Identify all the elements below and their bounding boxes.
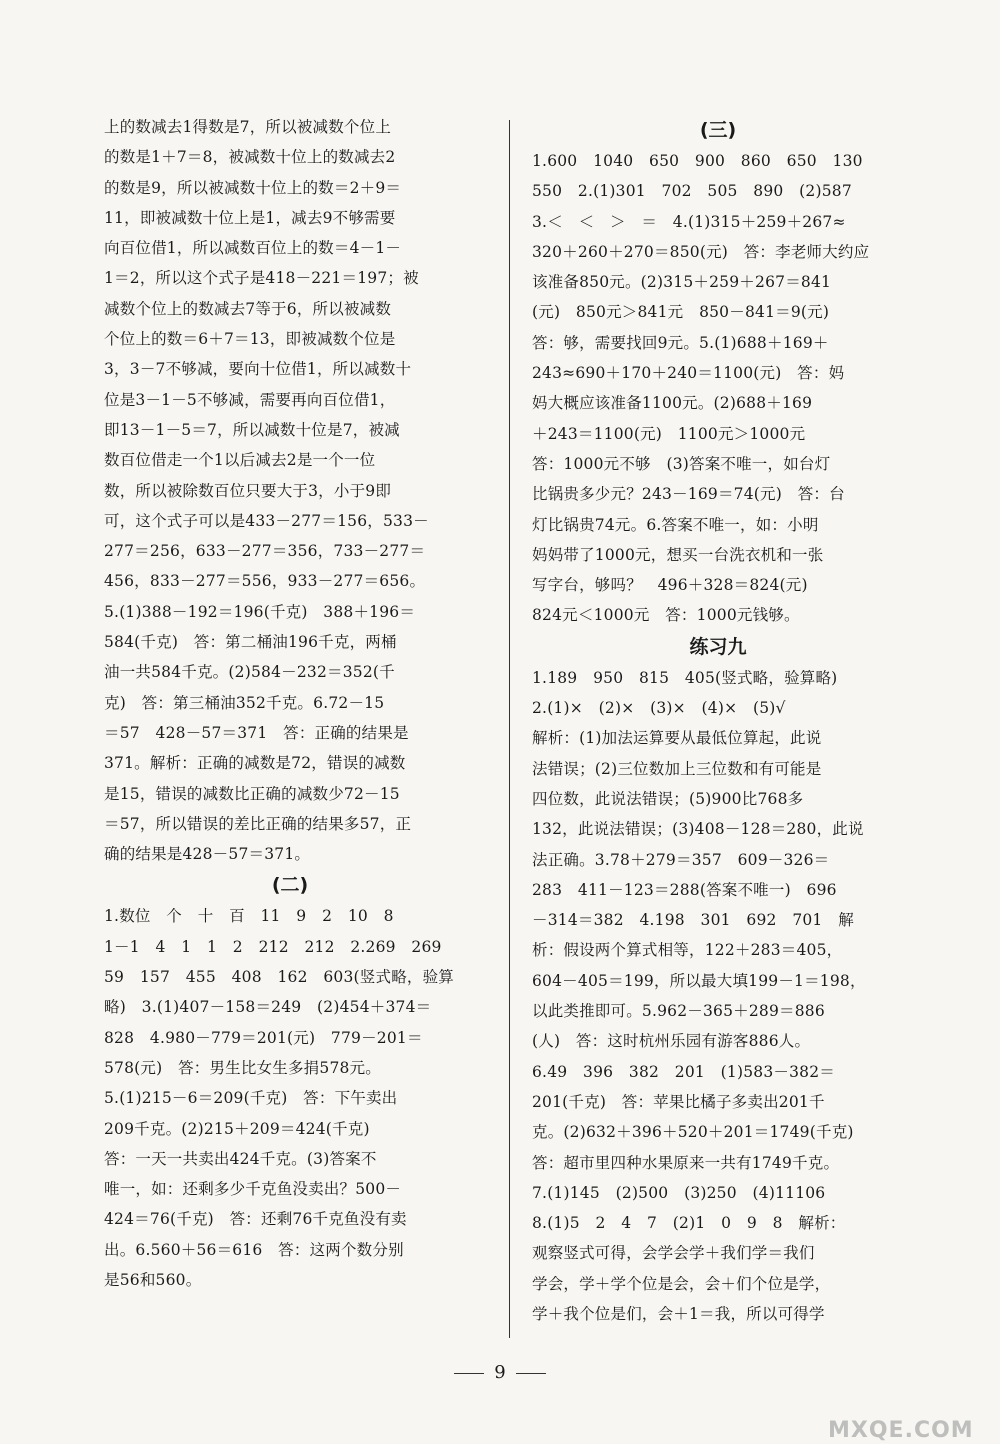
text-line: 5.(1)388－192＝196(千克) 388＋196＝: [104, 602, 416, 621]
right-column: [532, 114, 904, 1329]
text-line: 答：够，需要找回9元。5.(1)688＋169＋: [532, 333, 829, 352]
text-line: 油一共584千克。(2)584－232＝352(千: [104, 663, 395, 682]
text-line: 解析：(1)加法运算要从最低位算起，此说: [532, 729, 822, 748]
text-line: 8.(1)5 2 4 7 (2)1 0 9 8 解析：: [532, 1214, 846, 1233]
section-heading-2: (二): [271, 874, 309, 897]
text-line: 132，此说法错误；(3)408－128＝280，此说: [532, 820, 864, 839]
left-column: [104, 112, 476, 1295]
text-line: 584(千克) 答：第二桶油196千克，两桶: [104, 633, 397, 652]
text-line: 550 2.(1)301 702 505 890 (2)587: [532, 182, 852, 201]
text-line: 1.数位 个 十 百 11 9 2 10 8: [104, 907, 394, 926]
text-line: 578(元) 答：男生比女生多捐578元。: [104, 1058, 381, 1077]
text-line: 克。(2)632＋396＋520＋201＝1749(千克): [532, 1123, 854, 1142]
text-line: 比锅贵多少元？243－169＝74(元) 答：台: [532, 485, 845, 504]
text-line: ＋243＝1100(元) 1100元＞1000元: [532, 424, 806, 443]
text-line: 位是3－1－5不够减，需要再向百位借1，: [104, 390, 396, 409]
text-line: 答：一天一共卖出424千克。(3)答案不: [104, 1149, 377, 1168]
text-line: 析：假设两个算式相等，122＋283＝405，: [532, 941, 843, 960]
text-line: ＝57 428－57＝371 答：正确的结果是: [104, 723, 409, 742]
answer-block-part2: [104, 901, 476, 1295]
text-line: 320＋260＋270＝850(元) 答：李老师大约应: [532, 242, 870, 261]
text-line: 424＝76(千克) 答：还剩76千克鱼没有卖: [104, 1210, 407, 1229]
text-line: 减数个位上的数减去7等于6，所以被减数: [104, 299, 392, 318]
section-heading-3: (三): [699, 119, 737, 141]
text-line: 2.(1)× (2)× (3)× (4)× (5)√: [532, 699, 786, 718]
text-line: 243≈690＋170＋240＝1100(元) 答：妈: [532, 364, 845, 383]
text-line: 的数是9，所以被减数十位上的数＝2＋9＝: [104, 178, 402, 197]
page-number-dash-right: [516, 1373, 546, 1374]
text-line: 向百位借1，所以减数百位上的数＝4－1－: [104, 239, 402, 258]
text-line: 828 4.980－779＝201(元) 779－201＝: [104, 1028, 423, 1047]
answer-block-part3: [532, 146, 904, 631]
text-line: 456，833－277＝556，933－277＝656。: [104, 572, 426, 591]
text-line: 277＝256，633－277＝356，733－277＝: [104, 542, 426, 561]
text-line: 唯一，如：还剩多少千克鱼没卖出？500－: [104, 1180, 402, 1199]
text-line: 答：超市里四种水果原来一共有1749千克。: [532, 1153, 840, 1172]
text-line: 四位数，此说法错误；(5)900比768多: [532, 789, 804, 808]
text-line: 1＝2，所以这个式子是418－221＝197；被: [104, 269, 419, 288]
text-line: 11，即被减数十位上是1，减去9不够需要: [104, 208, 396, 227]
text-line: 法错误；(2)三位数加上三位数和有可能是: [532, 759, 822, 778]
text-line: (人) 答：这时杭州乐园有游客886人。: [532, 1032, 811, 1051]
text-line: 1－1 4 1 1 2 212 212 2.269 269: [104, 937, 442, 956]
text-line: 3，3－7不够减，要向十位借1，所以减数十: [104, 360, 412, 379]
text-line: 略) 3.(1)407－158＝249 (2)454＋374＝: [104, 998, 432, 1017]
page-number-value: 9: [494, 1362, 506, 1383]
text-line: 可，这个式子可以是433－277＝156，533－: [104, 511, 429, 530]
text-line: 59 157 455 408 162 603(竖式略，验算: [104, 968, 454, 987]
section-heading-4: 练习九: [689, 635, 747, 658]
text-line: 201(千克) 答：苹果比橘子多卖出201千: [532, 1092, 825, 1111]
text-line: 5.(1)215－6＝209(千克) 答：下午卖出: [104, 1089, 398, 1108]
text-line: 观察竖式可得，会学会学＋我们学＝我们: [532, 1244, 815, 1263]
text-line: 妈大概应该准备1100元。(2)688＋169: [532, 394, 813, 413]
text-line: 克) 答：第三桶油352千克。6.72－15: [104, 693, 385, 712]
watermark-logo: MXQE.COM: [828, 1418, 974, 1443]
text-line: 出。6.560＋56＝616 答：这两个数分别: [104, 1240, 404, 1259]
text-line: 209千克。(2)215＋209＝424(千克): [104, 1119, 370, 1138]
answer-block-part1: [104, 112, 476, 869]
text-line: 法正确。3.78＋279＝357 609－326＝: [532, 850, 830, 869]
text-line: 妈妈带了1000元，想买一台洗衣机和一张: [532, 545, 824, 564]
text-line: 学会，学＋学个位是会，会＋们个位是学，: [532, 1274, 831, 1293]
text-line: 答：1000元不够 (3)答案不唯一，如台灯: [532, 454, 831, 473]
text-line: 灯比锅贵74元。6.答案不唯一，如：小明: [532, 515, 819, 534]
text-line: 确的结果是428－57＝371。: [104, 845, 311, 864]
text-line: 写字台，够吗？ 496＋328＝824(元): [532, 576, 808, 595]
text-line: 371。解析：正确的减数是72，错误的减数: [104, 754, 406, 773]
page-number-dash-left: [454, 1373, 484, 1374]
text-line: (元) 850元＞841元 850－841＝9(元): [532, 303, 830, 322]
text-line: 以此类推即可。5.962－365＋289＝886: [532, 1002, 825, 1021]
column-divider: [509, 120, 510, 1338]
text-line: 1.600 1040 650 900 860 650 130: [532, 152, 863, 170]
text-line: 数百位借走一个1以后减去2是一个一位: [104, 451, 376, 470]
text-line: 604－405＝199，所以最大填199－1＝198，: [532, 971, 866, 990]
text-line: 3.＜ ＜ ＞ ＝ 4.(1)315＋259＋267≈: [532, 212, 846, 231]
text-line: 7.(1)145 (2)500 (3)250 (4)11106: [532, 1183, 826, 1202]
text-line: 上的数减去1得数是7，所以被减数个位上: [104, 118, 392, 136]
text-line: 个位上的数＝6＋7＝13，即被减数个位是: [104, 330, 396, 349]
text-line: 数，所以被除数百位只要大于3，小于9即: [104, 481, 392, 500]
text-line: －314＝382 4.198 301 692 701 解: [532, 911, 854, 930]
text-line: 的数是1＋7＝8，被减数十位上的数减去2: [104, 148, 396, 167]
text-line: 是15，错误的减数比正确的减数少72－15: [104, 784, 400, 803]
answer-block-part4: [532, 663, 904, 1330]
text-line: 即13－1－5＝7，所以减数十位是7，被减: [104, 420, 400, 439]
text-line: ＝57，所以错误的差比正确的结果多57，正: [104, 814, 412, 833]
text-line: 该准备850元。(2)315＋259＋267＝841: [532, 273, 832, 292]
text-line: 283 411－123＝288(答案不唯一) 696: [532, 880, 837, 899]
text-line: 学＋我个位是们，会＋1＝我，所以可得学: [532, 1304, 825, 1323]
text-line: 6.49 396 382 201 (1)583－382＝: [532, 1062, 835, 1081]
page-number: [0, 1362, 1000, 1383]
text-line: 是56和560。: [104, 1270, 202, 1289]
text-line: 1.189 950 815 405(竖式略，验算略): [532, 668, 838, 687]
text-line: 824元＜1000元 答：1000元钱够。: [532, 606, 800, 625]
